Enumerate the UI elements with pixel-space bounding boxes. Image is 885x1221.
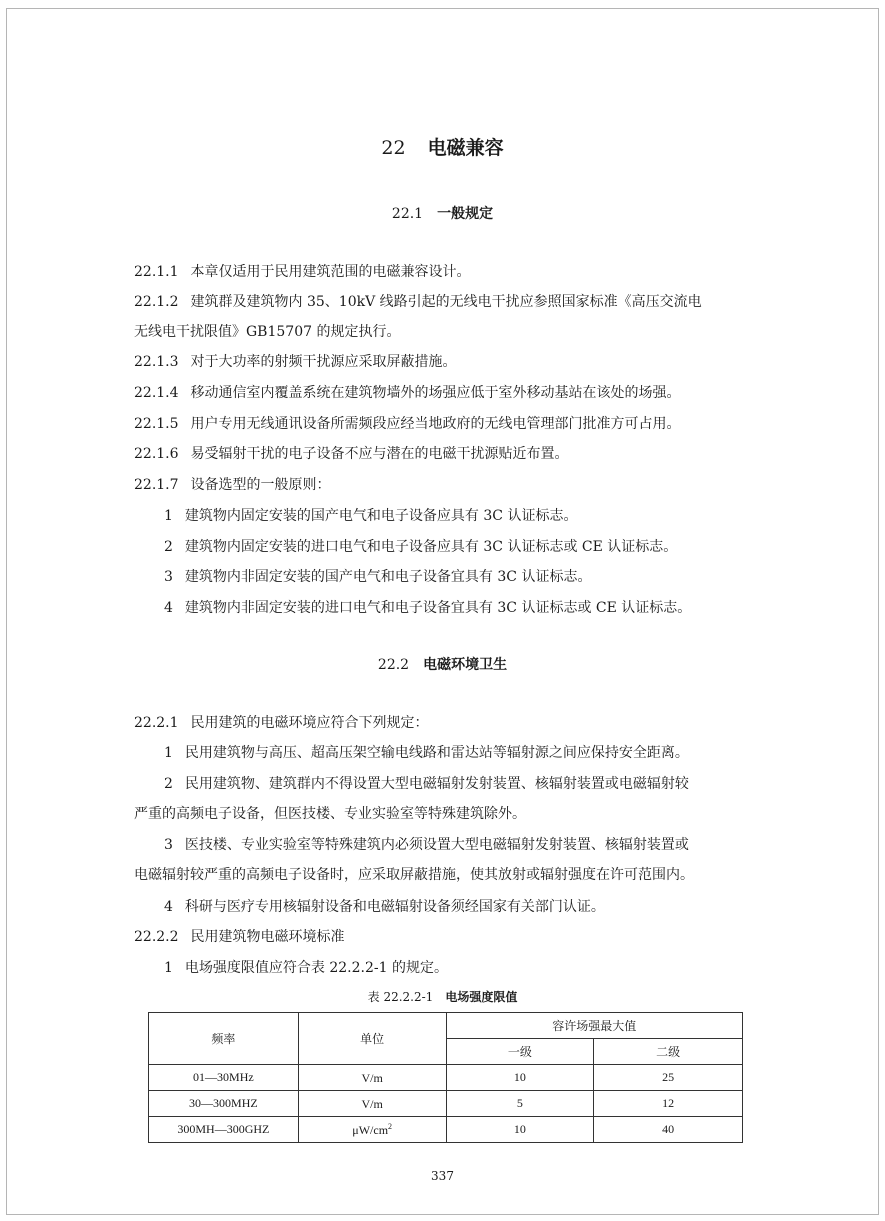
item-text: 民用建筑物、建筑群内不得设置大型电磁辐射发射装置、核辐射装置或电磁辐射较 bbox=[184, 776, 689, 792]
clause-text: 设备选型的一般原则： bbox=[190, 477, 331, 493]
table-caption-text: 电场强度限值 bbox=[445, 990, 518, 1004]
section-title-1 bbox=[0, 203, 885, 223]
cell-frequency: 300MH—300GHZ bbox=[149, 1117, 299, 1143]
clause-text: 移动通信室内覆盖系统在建筑物墙外的场强应低于室外移动基站在该处的场强。 bbox=[190, 385, 681, 401]
item-text: 建筑物内固定安装的进口电气和电子设备应具有 3C 认证标志或 CE 认证标志。 bbox=[184, 539, 678, 555]
item-number: 1 bbox=[164, 960, 173, 976]
list-item bbox=[164, 896, 605, 916]
cell-level-2: 40 bbox=[594, 1117, 743, 1143]
clause-22-1-2-continued: 无线电干扰限值》GB15707 的规定执行。 bbox=[134, 324, 401, 340]
section-title-text: 电磁环境卫生 bbox=[423, 657, 508, 673]
field-strength-table bbox=[148, 1012, 743, 1143]
clause-22-1-5 bbox=[134, 413, 681, 433]
header-level-1: 一级 bbox=[446, 1039, 594, 1065]
clause-22-1-3 bbox=[134, 351, 457, 371]
section-number: 22.2 bbox=[377, 657, 410, 673]
table-row bbox=[149, 1065, 743, 1091]
clause-text: 用户专用无线通讯设备所需频段应经当地政府的无线电管理部门批准方可占用。 bbox=[190, 416, 681, 432]
chapter-number: 22 bbox=[381, 137, 406, 159]
header-unit: 单位 bbox=[298, 1013, 446, 1065]
list-item bbox=[164, 742, 689, 762]
item-number: 1 bbox=[164, 745, 173, 761]
list-item bbox=[164, 505, 577, 525]
clause-22-2-1 bbox=[134, 712, 429, 732]
item-text: 建筑物内非固定安装的国产电气和电子设备宜具有 3C 认证标志。 bbox=[184, 569, 592, 585]
section-title-2 bbox=[0, 654, 885, 674]
header-level-2: 二级 bbox=[594, 1039, 743, 1065]
cell-level-2: 25 bbox=[594, 1065, 743, 1091]
page-number: 337 bbox=[431, 1169, 454, 1183]
cell-level-1: 10 bbox=[446, 1065, 594, 1091]
clause-text: 建筑群及建筑物内 35、10kV 线路引起的无线电干扰应参照国家标准《高压交流电 bbox=[190, 294, 702, 310]
cell-frequency: 30—300MHZ bbox=[149, 1091, 299, 1117]
cell-frequency: 01—30MHz bbox=[149, 1065, 299, 1091]
item-text: 科研与医疗专用核辐射设备和电磁辐射设备须经国家有关部门认证。 bbox=[184, 899, 605, 915]
clause-22-1-4 bbox=[134, 382, 681, 402]
clause-number: 22.1.4 bbox=[134, 385, 179, 401]
item-text: 电场强度限值应符合表 22.2.2-1 的规定。 bbox=[184, 960, 448, 976]
clause-number: 22.1.2 bbox=[134, 294, 179, 310]
item-number: 4 bbox=[164, 600, 173, 616]
unit-text: V/m bbox=[361, 1070, 383, 1085]
item-text: 建筑物内固定安装的国产电气和电子设备应具有 3C 认证标志。 bbox=[184, 508, 578, 524]
clause-number: 22.1.1 bbox=[134, 264, 179, 280]
item-text: 医技楼、专业实验室等特殊建筑内必须设置大型电磁辐射发射装置、核辐射装置或 bbox=[184, 837, 689, 853]
clause-text: 民用建筑物电磁环境标准 bbox=[190, 929, 345, 945]
table-row bbox=[149, 1091, 743, 1117]
unit-superscript: 2 bbox=[388, 1121, 393, 1131]
list-item bbox=[164, 536, 677, 556]
item-number: 4 bbox=[164, 899, 173, 915]
table-caption bbox=[0, 988, 885, 1005]
cell-level-2: 12 bbox=[594, 1091, 743, 1117]
list-item bbox=[164, 834, 689, 854]
list-item-continued: 电磁辐射较严重的高频电子设备时，应采取屏蔽措施，使其放射或辐射强度在许可范围内。 bbox=[134, 867, 694, 883]
unit-text: μW/cm bbox=[352, 1122, 389, 1137]
clause-text: 民用建筑的电磁环境应符合下列规定： bbox=[190, 715, 429, 731]
section-number: 22.1 bbox=[391, 206, 424, 222]
clause-text: 易受辐射干扰的电子设备不应与潜在的电磁干扰源贴近布置。 bbox=[190, 446, 569, 462]
item-text: 民用建筑物与高压、超高压架空输电线路和雷达站等辐射源之间应保持安全距离。 bbox=[184, 745, 689, 761]
item-number: 2 bbox=[164, 539, 173, 555]
clause-number: 22.2.1 bbox=[134, 715, 179, 731]
cell-unit bbox=[298, 1117, 446, 1143]
section-title-text: 一般规定 bbox=[437, 206, 494, 222]
table-row bbox=[149, 1117, 743, 1143]
header-max-field-strength: 容许场强最大值 bbox=[446, 1013, 742, 1039]
list-item bbox=[164, 566, 591, 586]
list-item bbox=[164, 597, 691, 617]
clause-number: 22.1.6 bbox=[134, 446, 179, 462]
clause-22-1-6 bbox=[134, 443, 569, 463]
cell-unit bbox=[298, 1091, 446, 1117]
item-number: 2 bbox=[164, 776, 173, 792]
cell-level-1: 5 bbox=[446, 1091, 594, 1117]
clause-text: 对于大功率的射频干扰源应采取屏蔽措施。 bbox=[190, 354, 457, 370]
clause-number: 22.1.5 bbox=[134, 416, 179, 432]
clause-22-1-2 bbox=[134, 291, 702, 311]
cell-unit bbox=[298, 1065, 446, 1091]
clause-22-1-1 bbox=[134, 261, 471, 281]
clause-22-2-2 bbox=[134, 926, 345, 946]
item-text: 建筑物内非固定安装的进口电气和电子设备宜具有 3C 认证标志或 CE 认证标志。 bbox=[184, 600, 692, 616]
cell-level-1: 10 bbox=[446, 1117, 594, 1143]
chapter-title-text: 电磁兼容 bbox=[427, 137, 504, 159]
list-item bbox=[164, 773, 689, 793]
item-number: 1 bbox=[164, 508, 173, 524]
clause-text: 本章仅适用于民用建筑范围的电磁兼容设计。 bbox=[190, 264, 471, 280]
clause-number: 22.2.2 bbox=[134, 929, 179, 945]
item-number: 3 bbox=[164, 569, 173, 585]
table-number: 表 22.2.2-1 bbox=[367, 990, 434, 1004]
clause-number: 22.1.3 bbox=[134, 354, 179, 370]
chapter-title bbox=[0, 133, 885, 160]
unit-text: V/m bbox=[361, 1096, 383, 1111]
list-item bbox=[164, 957, 448, 977]
clause-number: 22.1.7 bbox=[134, 477, 179, 493]
item-number: 3 bbox=[164, 837, 173, 853]
header-frequency: 频率 bbox=[149, 1013, 299, 1065]
list-item-continued: 严重的高频电子设备，但医技楼、专业实验室等特殊建筑除外。 bbox=[134, 806, 526, 822]
clause-22-1-7 bbox=[134, 474, 331, 494]
